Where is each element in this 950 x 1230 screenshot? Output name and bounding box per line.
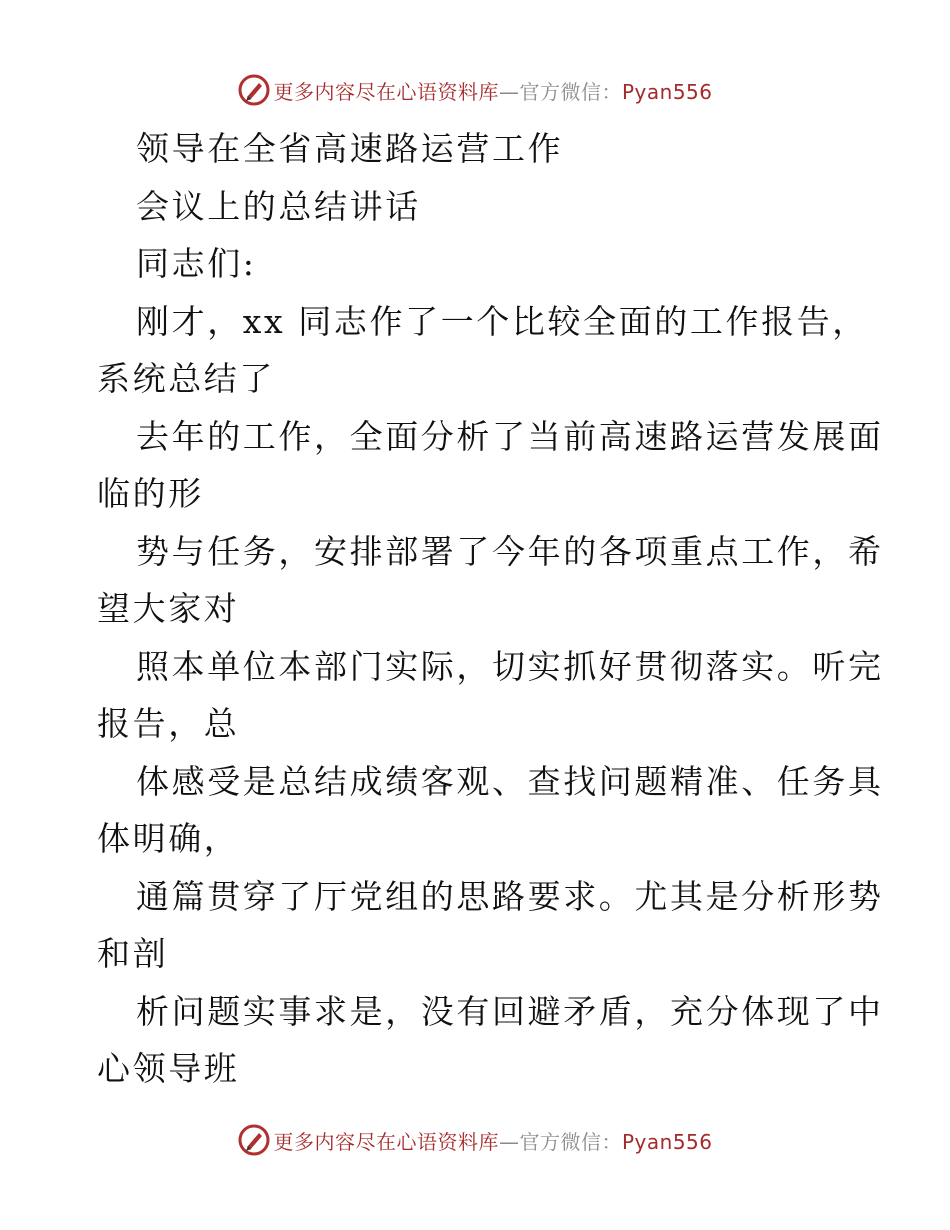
header-watermark-id: Pyan556 xyxy=(621,79,713,104)
footer-watermark-text xyxy=(273,1126,712,1155)
text-line: 心领导班 xyxy=(97,1049,240,1088)
text-line: 望大家对 xyxy=(97,589,240,628)
document-body xyxy=(97,120,884,1098)
pen-logo-icon xyxy=(237,1123,271,1157)
footer-watermark-id: Pyan556 xyxy=(621,1129,713,1154)
header-watermark-text xyxy=(273,76,712,105)
pen-logo-icon xyxy=(237,73,271,107)
footer-watermark-dash: —官方微信： xyxy=(498,1129,622,1154)
header-watermark-dash: —官方微信： xyxy=(498,79,622,104)
footer-watermark-main: 更多内容尽在心语资料库 xyxy=(273,1129,499,1154)
footer-watermark-banner xyxy=(0,1120,950,1160)
text-line: 通篇贯穿了厅党组的思路要求。尤其是分析形势 xyxy=(136,876,884,916)
header-watermark-main: 更多内容尽在心语资料库 xyxy=(273,79,499,104)
text-line: 刚才，xx 同志作了一个比较全面的工作报告， xyxy=(136,301,868,341)
text-line: 照本单位本部门实际，切实抓好贯彻落实。听完 xyxy=(136,646,884,686)
header-watermark-banner xyxy=(0,70,950,110)
text-line: 势与任务，安排部署了今年的各项重点工作，希 xyxy=(136,531,884,571)
text-line: 临的形 xyxy=(97,474,204,513)
text-line: 去年的工作，全面分析了当前高速路运营发展面 xyxy=(136,416,884,456)
text-line: 同志们: xyxy=(136,244,257,283)
text-line: 报告，总 xyxy=(97,704,240,743)
text-line: 系统总结了 xyxy=(97,359,275,398)
text-line: 领导在全省高速路运营工作 xyxy=(136,129,564,168)
text-line: 体感受是总结成绩客观、查找问题精准、任务具 xyxy=(136,761,884,801)
text-line: 会议上的总结讲话 xyxy=(136,186,421,226)
text-line: 析问题实事求是，没有回避矛盾，充分体现了中 xyxy=(136,991,884,1031)
text-line: 体明确， xyxy=(97,819,240,858)
text-line: 和剖 xyxy=(97,934,169,973)
